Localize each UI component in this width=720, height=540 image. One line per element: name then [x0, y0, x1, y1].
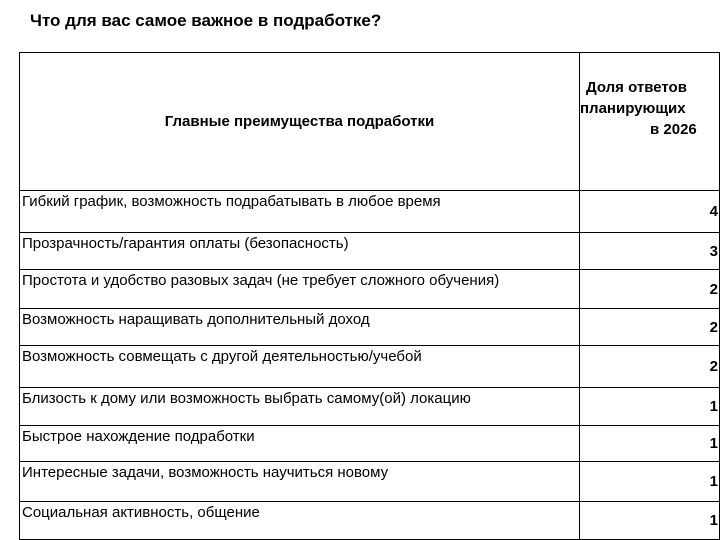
row-value-text: 3: [709, 242, 718, 260]
header-share-line-1: Доля ответов: [586, 79, 687, 96]
row-value: [580, 462, 720, 502]
row-value-text: 1: [709, 473, 718, 490]
row-value-text: 2: [709, 318, 718, 336]
row-label: Быстрое нахождение подработки: [20, 426, 580, 462]
table-row: [20, 502, 720, 540]
table-header-row: [20, 53, 720, 191]
row-value: [580, 270, 720, 309]
header-advantages: Главные преимущества подработки: [20, 53, 580, 191]
row-label: Возможность совмещать с другой деятельностью/учебой: [20, 346, 580, 388]
table-row: [20, 309, 720, 346]
table-row: [20, 270, 720, 309]
table-row: [20, 426, 720, 462]
row-value-text: 4: [709, 203, 718, 220]
table-row: [20, 346, 720, 388]
row-value-text: 2: [709, 280, 718, 298]
row-value: [580, 426, 720, 462]
page-title: Что для вас самое важное в подработке?: [30, 11, 382, 30]
table-row: [20, 388, 720, 426]
row-value-text: 1: [709, 398, 718, 415]
header-share-line-2: планирующих: [580, 100, 686, 117]
row-label: Близость к дому или возможность выбрать самому(ой) локацию: [20, 388, 580, 426]
row-label: Простота и удобство разовых задач (не требует сложного обучения): [20, 270, 580, 309]
row-value: [580, 346, 720, 388]
row-value: [580, 502, 720, 540]
row-value: [580, 309, 720, 346]
advantages-table: [19, 52, 720, 540]
table-row: [20, 191, 720, 233]
row-label: Возможность наращивать дополнительный доход: [20, 309, 580, 346]
row-value-text: 1: [709, 512, 718, 529]
row-value: [580, 233, 720, 270]
row-label: Гибкий график, возможность подрабатывать в любое время: [20, 191, 580, 233]
table-row: [20, 462, 720, 502]
row-value-text: 2: [709, 358, 718, 375]
row-value: [580, 191, 720, 233]
table-row: [20, 233, 720, 270]
header-share: [580, 53, 720, 191]
row-value: [580, 388, 720, 426]
row-value-text: 1: [709, 435, 718, 452]
row-label: Социальная активность, общение: [20, 502, 580, 540]
row-label: Прозрачность/гарантия оплаты (безопасность): [20, 233, 580, 270]
header-share-line-3: в 2026: [650, 121, 697, 138]
row-label: Интересные задачи, возможность научиться новому: [20, 462, 580, 502]
